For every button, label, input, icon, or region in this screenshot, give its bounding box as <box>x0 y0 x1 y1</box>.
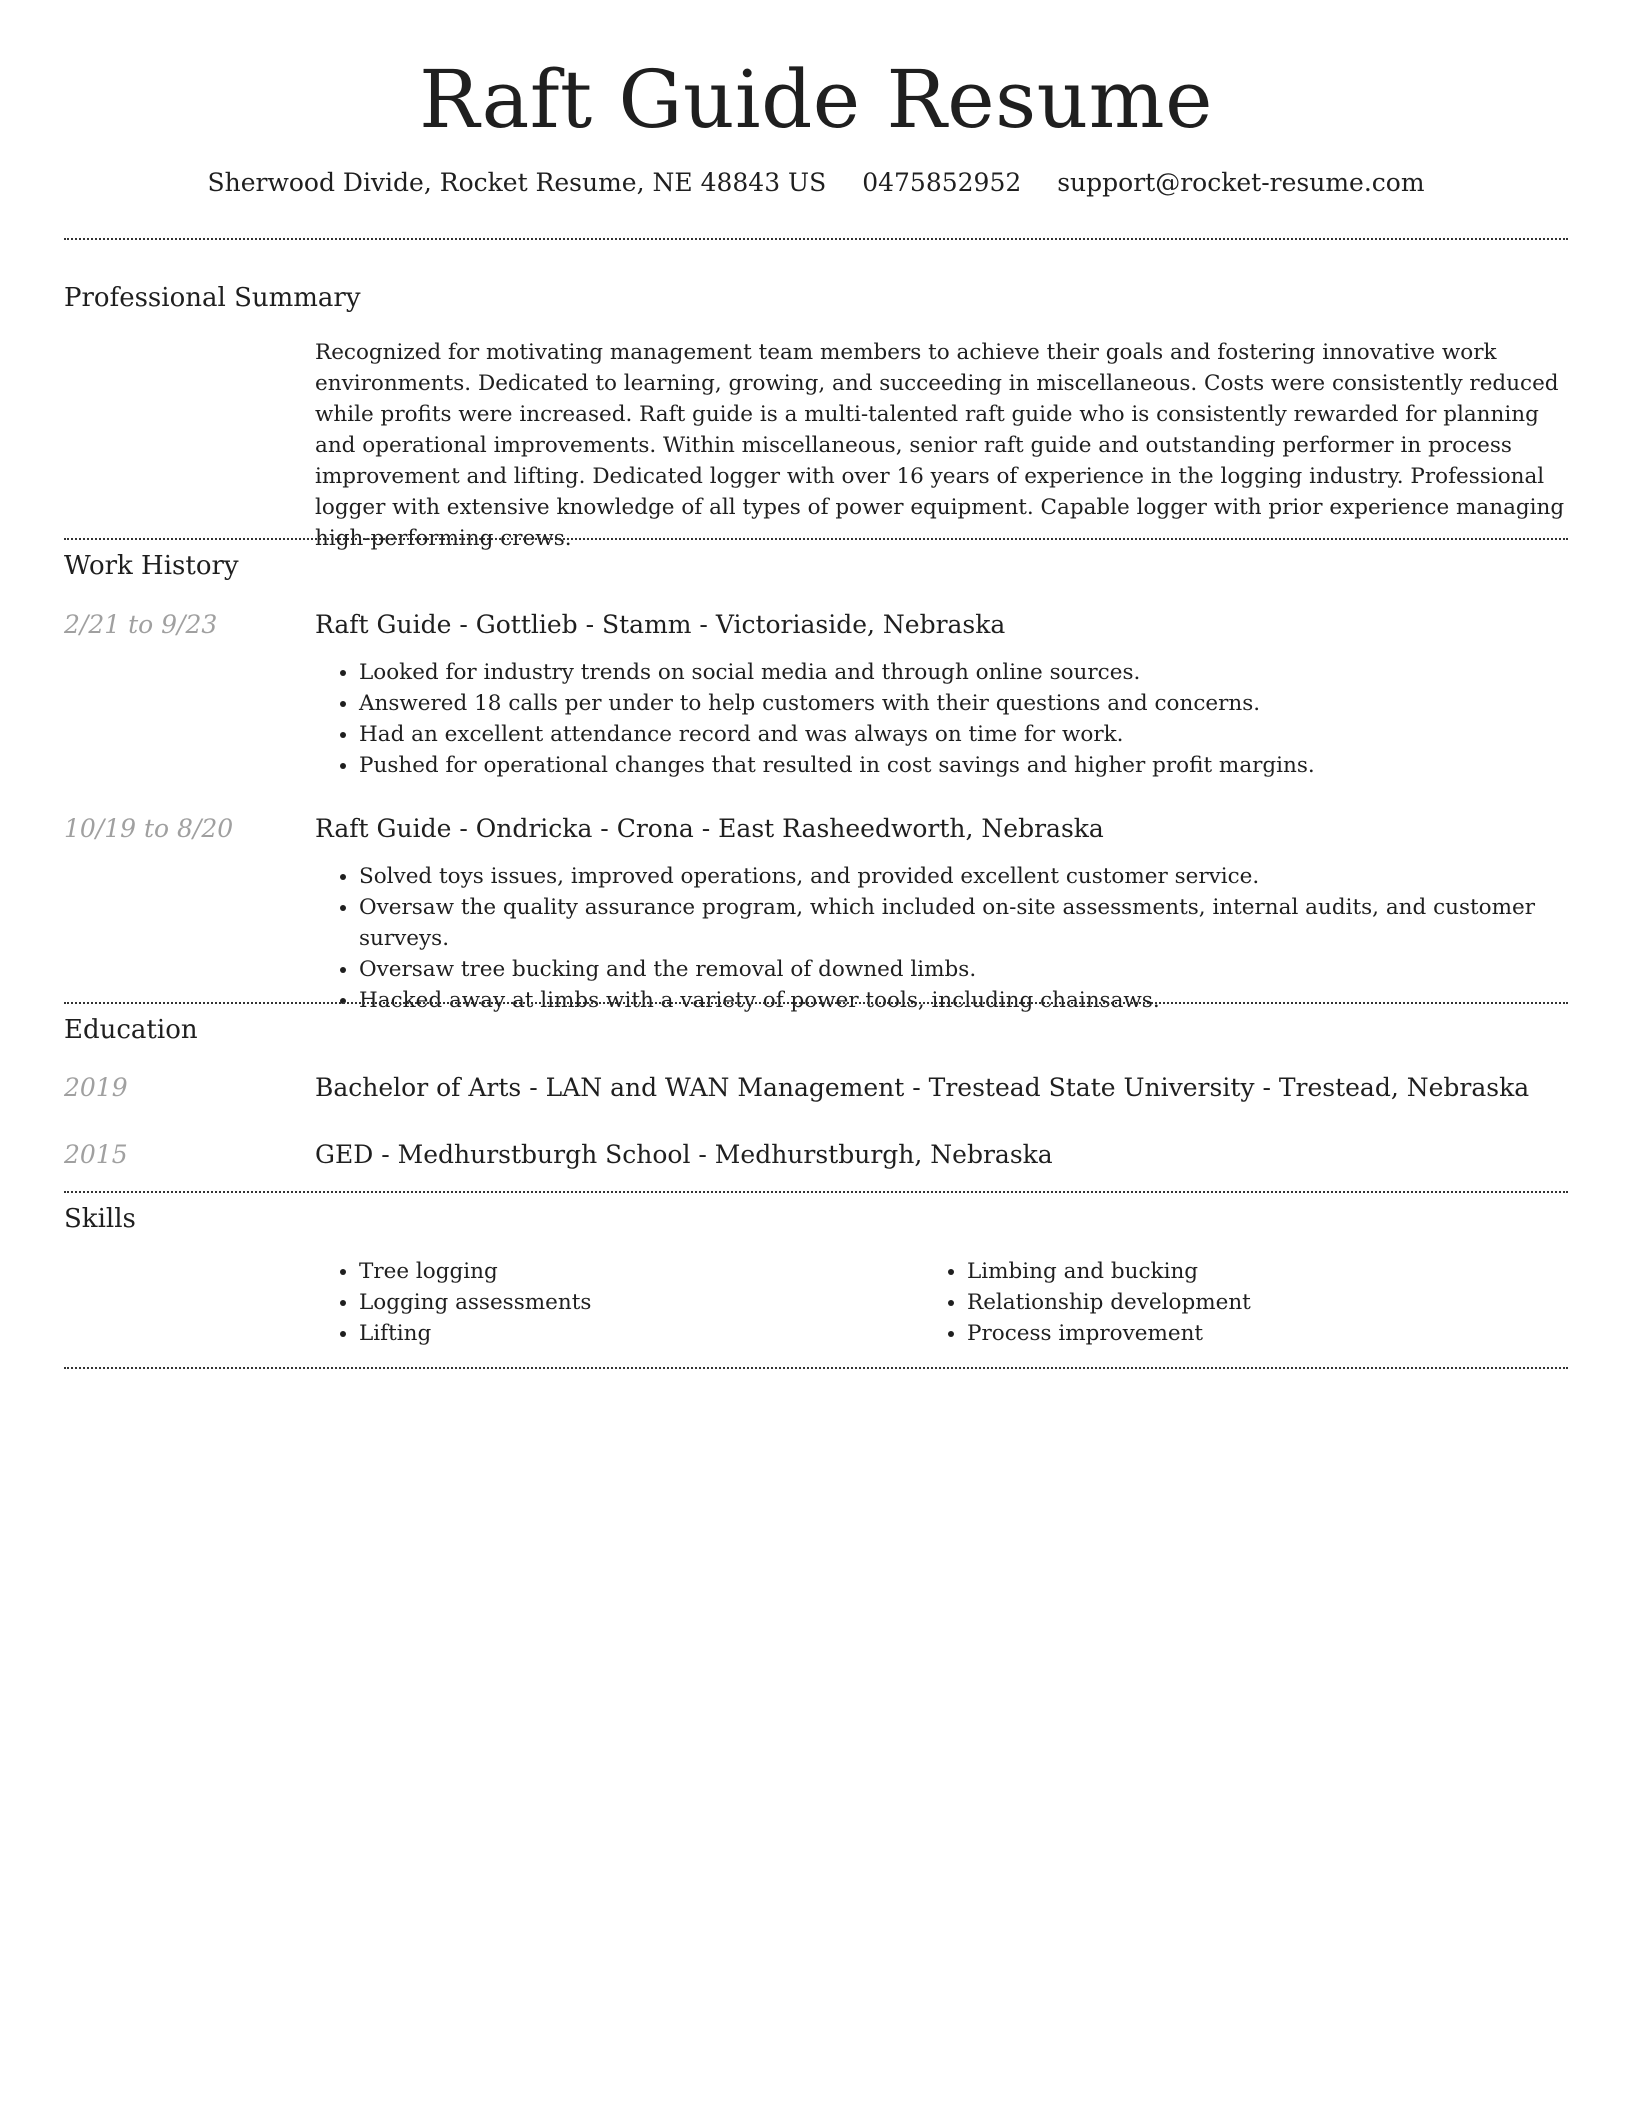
job-bullets <box>315 657 1315 781</box>
skill-item: • Logging assessments <box>359 1287 591 1318</box>
education-school: - Trestead State University - Trestead, Nebraska <box>904 1073 1530 1102</box>
skill-item: • Process improvement <box>967 1318 1251 1349</box>
skill-item: • Tree logging <box>359 1256 591 1287</box>
job-title: Raft Guide - Ondricka - Crona - East Rasheedworth, Nebraska <box>315 814 1104 843</box>
education-year: 2019 <box>64 1073 128 1102</box>
list-item: • Solved toys issues, improved operations, and provided excellent customer service. <box>359 861 1568 892</box>
list-item: • Pushed for operational changes that resulted in cost savings and higher profit margins. <box>359 750 1315 781</box>
divider <box>64 238 1568 240</box>
education-school: - Medhurstburgh School - Medhurstburgh, Nebraska <box>373 1140 1053 1169</box>
education-degree: GED <box>315 1140 374 1169</box>
list-item: • Hacked away at limbs with a variety of power tools, including chainsaws. <box>359 985 1568 1016</box>
job-dates: 10/19 to 8/20 <box>64 814 234 843</box>
resume-page <box>64 0 1568 1346</box>
section-heading-summary: Professional Summary <box>64 283 361 313</box>
education-year: 2015 <box>64 1140 128 1169</box>
section-heading-work: Work History <box>64 551 239 581</box>
education-entry <box>315 1072 1529 1104</box>
resume-title: Raft Guide Resume <box>419 53 1213 146</box>
contact-email: support@rocket-resume.com <box>1057 168 1425 197</box>
divider <box>64 1191 1568 1193</box>
skill-item: • Limbing and bucking <box>967 1256 1251 1287</box>
list-item: • Had an excellent attendance record and was always on time for work. <box>359 719 1315 750</box>
section-heading-skills: Skills <box>64 1204 136 1234</box>
list-item: • Answered 18 calls per under to help customers with their questions and concerns. <box>359 688 1315 719</box>
job-bullets <box>315 861 1568 1016</box>
job-title: Raft Guide - Gottlieb - Stamm - Victoriaside, Nebraska <box>315 610 1006 639</box>
education-degree: Bachelor of Arts - LAN and WAN Management <box>315 1073 905 1102</box>
contact-address: Sherwood Divide, Rocket Resume, NE 48843 US <box>207 168 827 197</box>
divider <box>64 1367 1568 1369</box>
skill-item: • Relationship development <box>967 1287 1251 1318</box>
section-heading-education: Education <box>64 1015 198 1045</box>
skills-list-right <box>923 1256 1251 1349</box>
contact-line <box>64 168 1568 198</box>
list-item: • Looked for industry trends on social media and through online sources. <box>359 657 1315 688</box>
contact-phone: 0475852952 <box>862 168 1022 197</box>
education-entry <box>315 1139 1053 1171</box>
list-item: • Oversaw the quality assurance program, which included on-site assessments, internal audits, and customer surveys. <box>359 892 1568 954</box>
skills-list-left <box>315 1256 591 1349</box>
summary-text: Recognized for motivating management team members to achieve their goals and fostering innovative work environments. Dedicated to learning, growing, and succeeding in miscellaneous. Costs were consistently reduced while profits were increased. Raft guide is a multi-talented raft guide who is consistently rewarded for planning and operational improvements. Within miscellaneous, senior raft guide and outstanding performer in process improvement and lifting. Dedicated logger with over 16 years of experience in the logging industry. Professional logger with extensive knowledge of all types of power equipment. Capable logger with prior experience managing high-performing crews. <box>315 340 1565 551</box>
divider <box>64 538 1568 540</box>
divider <box>64 1002 1568 1004</box>
list-item: • Oversaw tree bucking and the removal of downed limbs. <box>359 954 1568 985</box>
skill-item: • Lifting <box>359 1318 591 1349</box>
job-dates: 2/21 to 9/23 <box>64 610 218 639</box>
